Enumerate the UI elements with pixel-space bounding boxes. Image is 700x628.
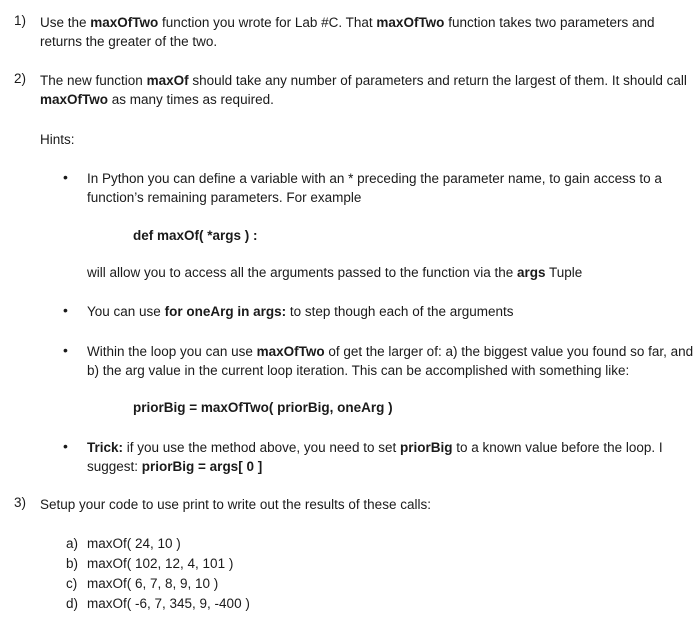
- bullet-1-after-text: [87, 263, 695, 282]
- bullet-3-text: [87, 342, 695, 380]
- bullet-3-bold-maxoftwo: maxOfTwo: [256, 344, 325, 359]
- bullet-2-part: to step though each of the arguments: [286, 304, 514, 319]
- bullet-4-part: if you use the method above, you need to set: [123, 440, 400, 455]
- bullet-4-bold-init: priorBig = args[ 0 ]: [141, 459, 263, 474]
- q1-text: [40, 13, 695, 51]
- q3-text: Setup your code to use print to write out the results of these calls:: [40, 497, 431, 512]
- bullet-2-dot: •: [63, 302, 68, 318]
- bullet-4-bold-trick: Trick:: [87, 440, 124, 455]
- hints-label: Hints:: [40, 132, 75, 147]
- bullet-4-dot: •: [63, 438, 68, 454]
- bullet-1-dot: •: [63, 169, 68, 185]
- bullet-3-part: Within the loop you can use: [87, 344, 257, 359]
- call-expression: maxOf( 102, 12, 4, 101 ): [87, 556, 234, 571]
- bullet-1-after-part: Tuple: [545, 265, 583, 280]
- q1-text-part: function takes two parameters and returns the greater of the two.: [40, 15, 655, 49]
- call-expression: maxOf( 24, 10 ): [87, 536, 181, 551]
- code-def-maxof: def maxOf( *args ) :: [133, 228, 258, 243]
- call-label: a): [66, 536, 79, 551]
- q1-text-part: Use the: [40, 15, 91, 30]
- bullet-2-part: You can use: [87, 304, 165, 319]
- call-item: [66, 534, 181, 553]
- bullet-2-text: [87, 302, 695, 321]
- q1-bold-maxoftwo: maxOfTwo: [90, 15, 159, 30]
- bullet-1-text: In Python you can define a variable with an * preceding the parameter name, to gain access to a function’s remaining parameters. For example: [87, 171, 662, 205]
- bullet-3-part: of get the larger of: a) the biggest value you found so far, and b) the arg value in the current loop iteration. This can be accomplished with something like:: [87, 344, 694, 378]
- call-item: [66, 574, 218, 593]
- code-priorbig-assignment: priorBig = maxOfTwo( priorBig, oneArg ): [133, 400, 393, 415]
- q2-text-part: as many times as required.: [108, 92, 274, 107]
- q2-text-part: should take any number of parameters and return the largest of them. It should call: [188, 73, 687, 88]
- call-label: b): [66, 556, 79, 571]
- q1-number: 1): [14, 13, 27, 28]
- q2-text-part: The new function: [40, 73, 147, 88]
- bullet-1-after-part: will allow you to access all the arguments passed to the function via the: [87, 265, 517, 280]
- call-label: c): [66, 576, 78, 591]
- call-expression: maxOf( 6, 7, 8, 9, 10 ): [87, 576, 219, 591]
- q2-text: [40, 71, 695, 109]
- bullet-1-bold-args: args: [516, 265, 546, 280]
- bullet-4-part: to a known value before the loop. I suggest:: [87, 440, 663, 474]
- q3-number: 3): [14, 495, 27, 510]
- call-item: [66, 594, 250, 613]
- q2-bold-maxof: maxOf: [146, 73, 189, 88]
- bullet-3-dot: •: [63, 342, 68, 358]
- bullet-4-bold-priorbig: priorBig: [399, 440, 453, 455]
- bullet-4-text: [87, 438, 695, 476]
- q2-number: 2): [14, 71, 27, 86]
- q1-text-part: function you wrote for Lab #C. That: [158, 15, 377, 30]
- call-label: d): [66, 596, 79, 611]
- q2-bold-maxoftwo: maxOfTwo: [40, 92, 109, 107]
- bullet-2-bold-for-loop: for oneArg in args:: [164, 304, 287, 319]
- q1-bold-maxoftwo: maxOfTwo: [376, 15, 445, 30]
- call-item: [66, 554, 233, 573]
- call-expression: maxOf( -6, 7, 345, 9, -400 ): [87, 596, 250, 611]
